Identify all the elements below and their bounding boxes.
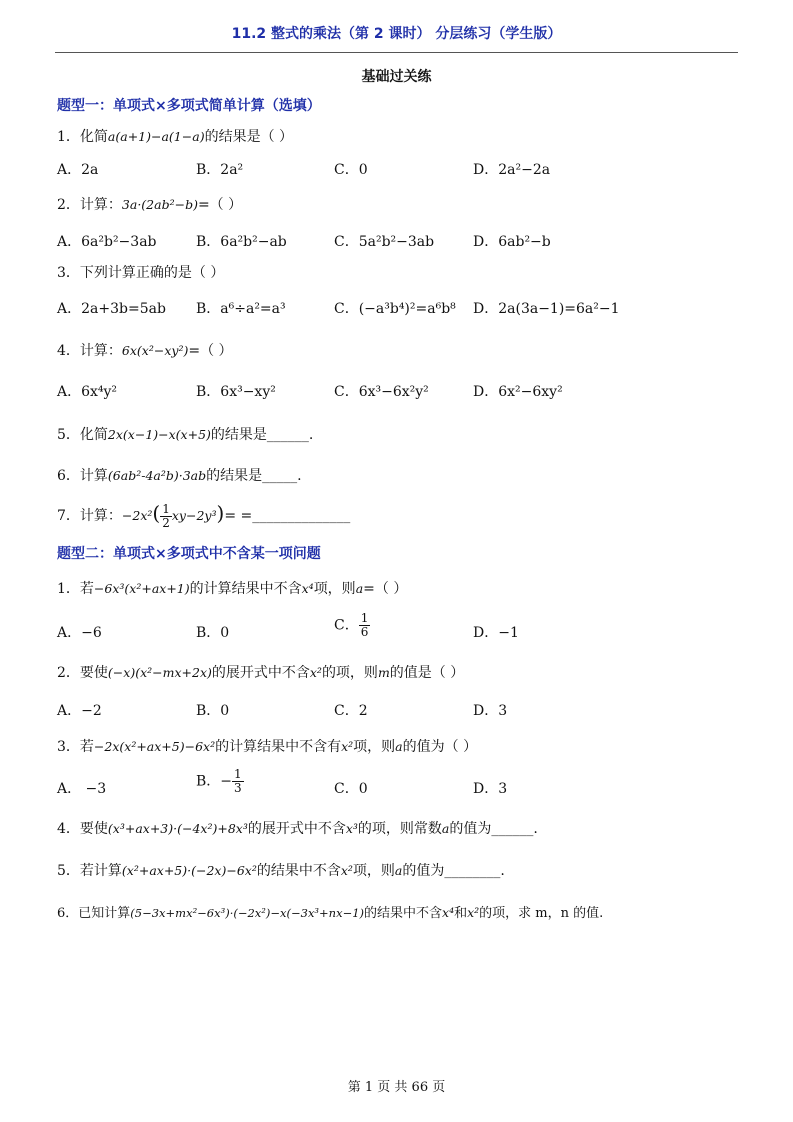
option-a: A． −3: [57, 781, 107, 797]
option-b: B．0: [196, 625, 230, 641]
question-text: 计算：: [79, 197, 122, 213]
option-c: C．2: [334, 703, 368, 719]
option-a: A．−6: [57, 625, 102, 641]
option-a: A．−2: [57, 703, 102, 719]
question-text: 的结果中不含: [256, 863, 341, 879]
math-expression: −6x³(x²+ax+1): [93, 581, 190, 596]
question-text: 的项，则: [321, 665, 378, 681]
question-text: 要使: [79, 821, 108, 837]
question-text: 的结果中不含: [364, 906, 443, 921]
type2-question-2: [57, 662, 464, 682]
question-text: 的值为（ ）: [402, 739, 478, 755]
question-number: 5．: [57, 427, 80, 443]
question-text: 计算：: [79, 343, 122, 359]
math-expression: (5−3x+mx²−6x³)·(−2x²)−x(−3x³+nx−1): [130, 906, 365, 920]
type2-question-5: [57, 860, 505, 880]
fraction: $\frac{1}{2}$: [162, 501, 170, 530]
question-text: 若: [79, 581, 94, 597]
type1-question-3: [57, 262, 224, 282]
page-footer: 第 1 页 共 66 页: [347, 1080, 446, 1095]
option-c: C． $\frac{1}{6}$: [334, 611, 369, 639]
math-term: x³: [345, 821, 358, 836]
type1-question-5: [57, 424, 313, 444]
question-text: 的结果是_____.: [206, 468, 302, 484]
option-b: B．0: [196, 703, 230, 719]
option-c: C．0: [334, 162, 368, 178]
question-text: 的值为________.: [402, 863, 505, 879]
question-text: 项，则: [352, 863, 395, 879]
option-c: C．5a²b²−3ab: [334, 234, 435, 250]
question-text: =（ ）: [363, 581, 408, 597]
math-expression: −2x²: [121, 508, 153, 523]
question-text: = =______________: [224, 508, 351, 524]
option-b: B．6a²b²−ab: [196, 234, 287, 250]
math-expression: −2x(x²+ax+5)−6x²: [93, 739, 216, 754]
type2-question-1: [57, 578, 407, 598]
option-a: A．6a²b²−3ab: [57, 234, 157, 250]
question-text: 的计算结果中不含: [189, 581, 302, 597]
option-b: B．a⁶÷a²=a³: [196, 301, 286, 317]
fraction: $\frac{1}{6}$: [360, 611, 369, 639]
question-text: 的展开式中不含: [247, 821, 346, 837]
question-text: 要使: [79, 665, 108, 681]
question-text: 的展开式中不含: [211, 665, 310, 681]
option-d: D．2a²−2a: [473, 162, 551, 178]
math-variable: a: [441, 821, 450, 836]
question-text: 的值是（ ）: [389, 665, 465, 681]
math-expression: 3a·(2ab²−b): [121, 197, 198, 212]
type2-question-6: [57, 902, 603, 921]
fraction: $\frac{1}{3}$: [234, 767, 242, 795]
math-term: x²: [309, 665, 322, 680]
option-d: D．3: [473, 703, 508, 719]
question-number: 1．: [57, 129, 80, 145]
type1-question-1: [57, 126, 293, 146]
question-text: 项，则: [353, 739, 396, 755]
type2-title: 题型二：单项式×多项式中不含某一项问题: [57, 546, 321, 562]
question-number: 6．: [57, 468, 80, 484]
type2-question-4: [57, 818, 538, 838]
question-text: 和: [454, 906, 468, 921]
question-number: 7．: [57, 508, 80, 524]
question-text: 项，则: [313, 581, 356, 597]
math-expression: 2x(x−1)−x(x+5): [107, 427, 211, 442]
math-expression: (x³+ax+3)·(−4x²)+8x³: [107, 821, 248, 836]
option-d: D．6x²−6xy²: [473, 384, 563, 400]
math-term: x²: [467, 905, 480, 920]
math-expression: (x²+ax+5)·(−2x)−6x²: [121, 863, 257, 878]
option-b: B．− $\frac{1}{3}$: [196, 767, 242, 795]
math-term: x⁴: [301, 581, 314, 596]
math-expression: (−x)(x²−mx+2x): [107, 665, 212, 680]
option-b: B．6x³−xy²: [196, 384, 276, 400]
type1-question-6: [57, 465, 302, 485]
option-c: C．(−a³b⁴)²=a⁶b⁸: [334, 301, 456, 317]
question-text: =（ ）: [188, 343, 233, 359]
option-b: B．2a²: [196, 162, 244, 178]
option-d: D．6ab²−b: [473, 234, 551, 250]
question-text: 若: [79, 739, 94, 755]
math-expression: a(a+1)−a(1−a): [107, 129, 205, 144]
type1-question-4: [57, 340, 233, 360]
header-divider: [55, 52, 738, 53]
question-number: 6．: [57, 906, 79, 921]
question-number: 2．: [57, 197, 80, 213]
question-text: 的项，则常数: [357, 821, 442, 837]
type2-question-3: [57, 736, 477, 756]
question-number: 2．: [57, 665, 80, 681]
question-number: 1．: [57, 581, 80, 597]
type1-title: 题型一：单项式×多项式简单计算（选填）: [57, 98, 321, 114]
option-d: D．2a(3a−1)=6a²−1: [473, 301, 620, 317]
question-text: =（ ）: [197, 197, 243, 213]
math-variable: a: [395, 739, 403, 754]
question-text: 的值为______.: [449, 821, 538, 837]
math-term: x²: [341, 739, 354, 754]
option-a: A．2a: [57, 162, 99, 178]
math-expression: (6ab²-4a²b)·3ab: [107, 468, 207, 483]
question-number: 4．: [57, 821, 80, 837]
question-text: 的计算结果中不含有: [215, 739, 342, 755]
option-a: A．2a+3b=5ab: [57, 301, 166, 317]
section-title: 基础过关练: [361, 69, 432, 85]
question-number: 4．: [57, 343, 80, 359]
question-text: 的结果是______.: [210, 427, 314, 443]
question-text: 下列计算正确的是（ ）: [79, 265, 225, 281]
math-expression: xy−2y³: [171, 508, 217, 523]
question-text: 已知计算: [78, 906, 131, 921]
question-text: 若计算: [79, 863, 122, 879]
math-term: x²: [340, 863, 353, 878]
math-variable: a: [355, 581, 364, 596]
option-c: C．0: [334, 781, 368, 797]
option-d: D．−1: [473, 625, 519, 641]
type1-question-2: [57, 194, 242, 214]
type1-question-7: 7．计算：−2x²( $\frac{1}{2}$ xy−2y³)= =______________: [57, 501, 351, 530]
math-variable: a: [394, 863, 403, 878]
question-text: 化简: [79, 427, 108, 443]
question-text: 计算：: [79, 508, 122, 524]
option-c: C．6x³−6x²y²: [334, 384, 429, 400]
question-text: 的项，求 m，n 的值.: [479, 906, 604, 921]
option-d: D．3: [473, 781, 508, 797]
option-a: A．6x⁴y²: [57, 384, 118, 400]
question-number: 3．: [57, 739, 80, 755]
math-term: x⁴: [442, 905, 455, 920]
math-expression: 6x(x²−xy²): [121, 343, 189, 358]
question-number: 3．: [57, 265, 80, 281]
math-variable: m: [377, 665, 390, 680]
question-text: 计算: [79, 468, 108, 484]
question-text: 的结果是（ ）: [204, 129, 294, 145]
question-number: 5．: [57, 863, 80, 879]
page-header-title: 11.2 整式的乘法（第 2 课时） 分层练习（学生版）: [231, 26, 562, 42]
question-text: 化简: [79, 129, 108, 145]
